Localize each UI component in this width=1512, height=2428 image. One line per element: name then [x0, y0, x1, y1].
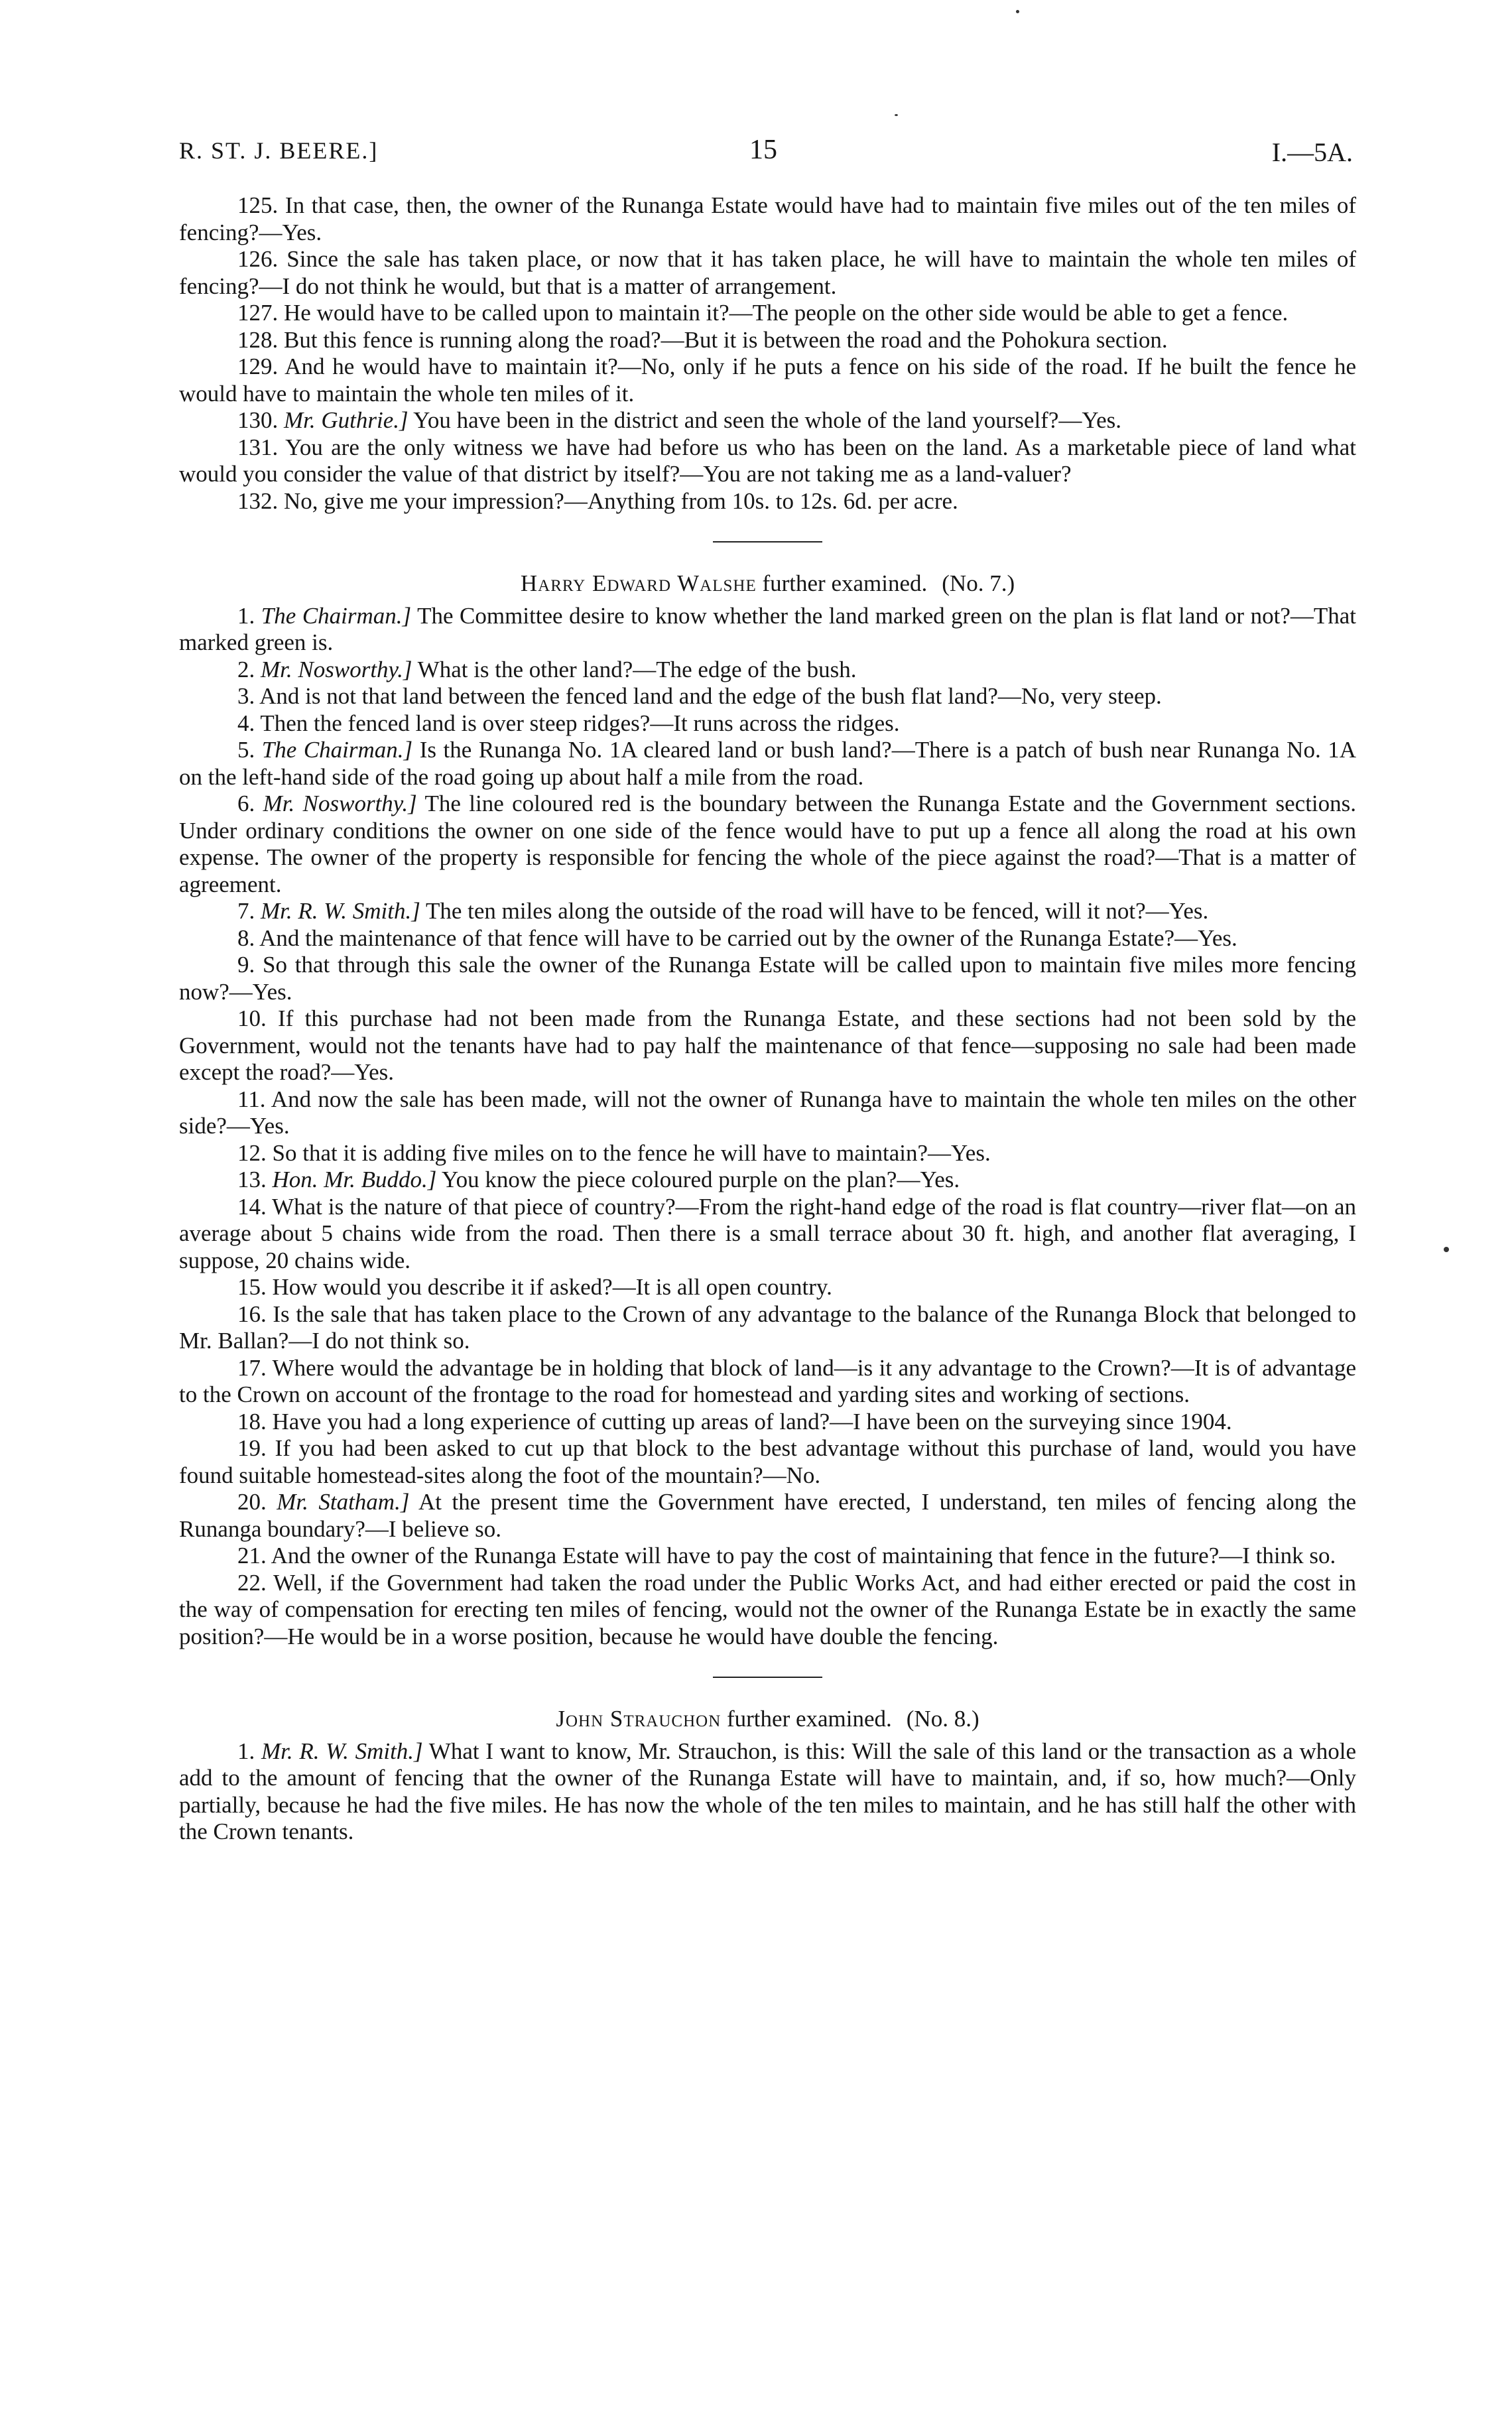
- question-5: [179, 737, 1356, 791]
- document-reference: I.—5A.: [1271, 137, 1353, 167]
- scan-speck: [895, 114, 898, 116]
- question-text: What is the other land?—The edge of the bush.: [417, 656, 857, 682]
- question-number: 1.: [237, 602, 255, 629]
- question-14: 14. What is the nature of that piece of country?—From the right-hand edge of the road is flat country—river flat—on an average about 5 chains wide from the road. Then there is a small terrace about 30 ft. high, and another flat averaging, I suppose, 20 chains wide.: [179, 1193, 1356, 1273]
- question-text: What I want to know, Mr. Strauchon, is this: Will the sale of this land or the transaction as a whole add to the amount of fencing that the owner of the Runanga Estate will have to maintain, and, if so, how much?—Only partially, because he had the five miles. He has now the whole of the ten miles to maintain, and he has still half the other with the Crown tenants.: [179, 1738, 1356, 1844]
- section-walshe: [179, 570, 1356, 1650]
- question-text: You have been in the district and seen the whole of the land yourself?—Yes.: [413, 407, 1122, 433]
- page-number: 15: [749, 135, 777, 165]
- page-body: [179, 192, 1356, 1846]
- question-number: 130.: [237, 407, 279, 433]
- question-text: The ten miles along the outside of the road will have to be fenced, will it not?—Yes.: [425, 898, 1209, 924]
- question-12: 12. So that it is adding five miles on to the fence he will have to maintain?—Yes.: [237, 1139, 991, 1166]
- question-text: You know the piece coloured purple on the plan?—Yes.: [441, 1167, 960, 1192]
- section-heading: [179, 1706, 1356, 1733]
- question-127: 127. He would have to be called upon to maintain it?—The people on the other side would be able to get a fence.: [237, 300, 1289, 326]
- question-1: [179, 1738, 1356, 1846]
- question-125: 125. In that case, then, the owner of the Runanga Estate would have had to maintain five miles out of the ten miles of fencing?—Yes.: [179, 192, 1356, 245]
- question-20: [179, 1489, 1356, 1543]
- question-131: 131. You are the only witness we have had before us who has been on the land. As a marketable piece of land what would you consider the value of that district by itself?—You are not taking me as a land-valuer?: [179, 434, 1356, 487]
- question-7: [179, 898, 1356, 925]
- witness-name: John Strauchon: [556, 1706, 722, 1732]
- speaker-name: Mr. Nosworthy.]: [261, 656, 412, 682]
- question-16: 16. Is the sale that has taken place to the Crown of any advantage to the balance of the Runanga Block that belonged to Mr. Ballan?—I do not think so.: [179, 1301, 1356, 1354]
- speaker-name: The Chairman.]: [261, 602, 412, 629]
- question-1: [179, 603, 1356, 657]
- question-2: [179, 657, 1356, 684]
- section-strauchon: [179, 1706, 1356, 1846]
- question-130: [179, 407, 1356, 434]
- witness-number: (No. 7.): [942, 570, 1015, 596]
- speaker-name: Hon. Mr. Buddo.]: [272, 1167, 437, 1192]
- scan-speck: [1444, 1247, 1449, 1252]
- question-number: 2.: [237, 656, 255, 682]
- question-10: 10. If this purchase had not been made from the Runanga Estate, and these sections had not been sold by the Government, would not the tenants have had to pay half the maintenance of that fence—supposing no sale had been made except the road?—Yes.: [179, 1005, 1356, 1085]
- speaker-name: The Chairman.]: [261, 737, 413, 763]
- question-126: 126. Since the sale has taken place, or now that it has taken place, he will have to maintain the whole ten miles of fencing?—I do not think he would, but that is a matter of arrangement.: [179, 246, 1356, 299]
- question-number: 5.: [237, 737, 255, 763]
- question-number: 20.: [237, 1489, 267, 1515]
- question-number: 1.: [237, 1738, 255, 1764]
- scan-speck: [1016, 10, 1019, 13]
- question-text: The line coloured red is the boundary between the Runanga Estate and the Government sections. Under ordinary conditions the owner on one side of the fence would have to put up a fence all along the road at his own expense. The owner of the property is responsible for fencing the whole of the piece against the road?—That is a matter of agreement.: [179, 791, 1357, 897]
- speaker-name: Mr. Nosworthy.]: [263, 791, 417, 816]
- section-divider: [713, 1677, 822, 1678]
- witness-name: Harry Edward Walshe: [520, 570, 757, 596]
- question-text: At the present time the Government have erected, I understand, ten miles of fencing along the Runanga boundary?—I believe so.: [179, 1489, 1357, 1542]
- witness-number: (No. 8.): [906, 1706, 979, 1732]
- speaker-name: Mr. Guthrie.]: [284, 407, 409, 433]
- section-heading: [179, 570, 1356, 598]
- question-19: 19. If you had been asked to cut up that block to the best advantage without this purchase of land, would you have found suitable homestead-sites along the foot of the mountain?—No.: [179, 1435, 1356, 1488]
- question-number: 13.: [237, 1167, 267, 1192]
- heading-text: further examined.: [762, 570, 928, 596]
- question-number: 6.: [237, 791, 255, 816]
- question-18: 18. Have you had a long experience of cutting up areas of land?—I have been on the surveying since 1904.: [237, 1408, 1232, 1435]
- question-9: 9. So that through this sale the owner of the Runanga Estate will be called upon to maintain five miles more fencing now?—Yes.: [179, 952, 1356, 1005]
- question-number: 7.: [237, 898, 255, 924]
- header-witness-name: R. ST. J. BEERE.]: [179, 137, 379, 164]
- question-15: 15. How would you describe it if asked?—It is all open country.: [237, 1274, 832, 1300]
- heading-text: further examined.: [727, 1706, 892, 1732]
- speaker-name: Mr. Statham.]: [277, 1489, 410, 1515]
- question-3: 3. And is not that land between the fenced land and the edge of the bush flat land?—No, very steep.: [237, 683, 1162, 709]
- question-text: The Committee desire to know whether the land marked green on the plan is flat land or not?—That marked green is.: [179, 602, 1357, 655]
- speaker-name: Mr. R. W. Smith.]: [261, 1738, 423, 1764]
- question-132: 132. No, give me your impression?—Anything from 10s. to 12s. 6d. per acre.: [237, 487, 958, 514]
- question-text: Is the Runanga No. 1A cleared land or bush land?—There is a patch of bush near Runanga No. 1A on the left-hand side of the road going up about half a mile from the road.: [179, 737, 1357, 790]
- question-4: 4. Then the fenced land is over steep ridges?—It runs across the ridges.: [237, 710, 900, 736]
- question-11: 11. And now the sale has been made, will not the owner of Runanga have to maintain the whole ten miles on the other side?—Yes.: [179, 1086, 1356, 1139]
- question-22: 22. Well, if the Government had taken the road under the Public Works Act, and had either erected or paid the cost in the way of compensation for erecting ten miles of fencing, would not the owner of the Runanga Estate be in exactly the same position?—He would be in a worse position, because he would have double the fencing.: [179, 1569, 1356, 1649]
- section-beere-continued: [179, 192, 1356, 515]
- speaker-name: Mr. R. W. Smith.]: [261, 898, 420, 924]
- section-divider: [713, 541, 822, 543]
- question-128: 128. But this fence is running along the road?—But it is between the road and the Pohokura section.: [237, 326, 1168, 353]
- question-129: 129. And he would have to maintain it?—No, only if he puts a fence on his side of the road. If he built the fence he would have to maintain the whole ten miles of it.: [179, 353, 1356, 407]
- question-13: [179, 1167, 1356, 1194]
- question-6: [179, 791, 1356, 898]
- page-header: [179, 134, 1353, 174]
- question-8: 8. And the maintenance of that fence will have to be carried out by the owner of the Runanga Estate?—Yes.: [237, 925, 1237, 951]
- question-21: 21. And the owner of the Runanga Estate will have to pay the cost of maintaining that fence in the future?—I think so.: [237, 1543, 1336, 1568]
- question-17: 17. Where would the advantage be in holding that block of land—is it any advantage to the Crown?—It is of advantage to the Crown on account of the frontage to the road for homestead and yarding sites and working of sections.: [179, 1354, 1356, 1407]
